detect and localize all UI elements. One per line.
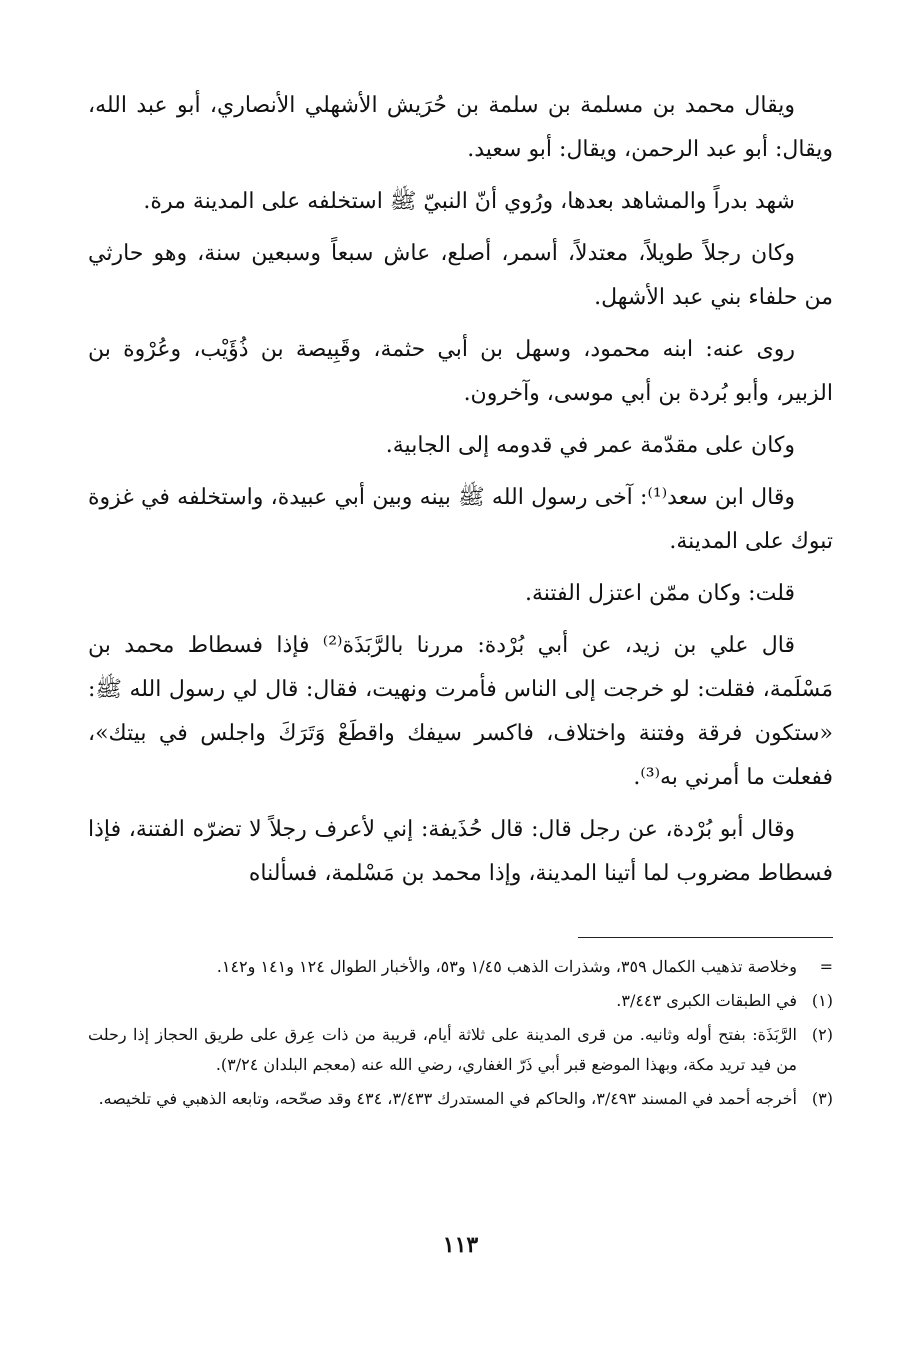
paragraph: روى عنه: ابنه محمود، وسهل بن أبي حثمة، وقَبِيصة بن ذُؤَيْب، وعُرْوة بن الزبير، وأبو بُردة بن أبي موسى، وآخرون. <box>88 337 833 406</box>
footnote-text: وخلاصة تذهيب الكمال ٣٥٩، وشذرات الذهب ١/٤٥ و٥٣، والأخبار الطوال ١٢٤ و١٤١ و١٤٢. <box>216 957 797 976</box>
paragraph: وكان على مقدّمة عمر في قدومه إلى الجابية. <box>385 433 795 458</box>
footnote <box>88 1084 833 1114</box>
footnote-marker: (٢) <box>811 1025 833 1044</box>
footnotes <box>88 952 833 1118</box>
footnote <box>88 952 833 982</box>
footnote-marker: = <box>819 957 833 976</box>
footnote <box>88 986 833 1016</box>
paragraph: ويقال محمد بن مسلمة بن سلمة بن حُرَيش الأشهلي الأنصاري، أبو عبد الله، ويقال: أبو عبد الرحمن، ويقال: أبو سعيد. <box>88 93 833 162</box>
footnote-marker: (٣) <box>811 1089 833 1108</box>
main-text <box>88 84 833 904</box>
footnote-text: أخرجه أحمد في المسند ٣/٤٩٣، والحاكم في المستدرك ٣/٤٣٣، ٤٣٤ وقد صحّحه، وتابعه الذهبي في تلخيصه. <box>98 1089 797 1108</box>
paragraph: شهد بدراً والمشاهد بعدها، ورُوي أنّ النبيّ ﷺ استخلفه على المدينة مرة. <box>143 189 795 214</box>
page-number: ١١٣ <box>442 1232 479 1258</box>
footnote-text: في الطبقات الكبرى ٣/٤٤٣. <box>616 991 797 1010</box>
footnote <box>88 1020 833 1080</box>
paragraph: قلت: وكان ممّن اعتزل الفتنة. <box>524 581 795 606</box>
footnote-divider <box>578 937 833 938</box>
paragraph: قال علي بن زيد، عن أبي بُرْدة: مررنا بالرَّبَذَة⁽²⁾ فإذا فسطاط محمد بن مَسْلَمة، فقلت: لو خرجت إلى الناس فأمرت ونهيت، فقال: قال لي رسول الله ﷺ: «ستكون فرقة وفتنة واختلاف، فاكسر سيفك واقطَعْ وَتَرَكَ واجلس في بيتك»، ففعلت ما أمرني به⁽³⁾. <box>88 633 833 790</box>
paragraph: وقال أبو بُرْدة، عن رجل قال: قال حُذَيفة: إني لأعرف رجلاً لا تضرّه الفتنة، فإذا فسطاط مضروب لما أتينا المدينة، وإذا محمد بن مَسْلمة، فسألناه <box>88 817 833 886</box>
footnote-marker: (١) <box>811 991 833 1010</box>
paragraph: وكان رجلاً طويلاً، معتدلاً، أسمر، أصلع، عاش سبعاً وسبعين سنة، وهو حارثي من حلفاء بني عبد الأشهل. <box>88 241 833 310</box>
paragraph: وقال ابن سعد⁽¹⁾: آخى رسول الله ﷺ بينه وبين أبي عبيدة، واستخلفه في غزوة تبوك على المدينة. <box>88 485 833 554</box>
footnote-text: الرَّبَذَة: بفتح أوله وثانيه. من قرى المدينة على ثلاثة أيام، قريبة من ذات عِرق على طريق الحجاز إذا رحلت من فيد تريد مكة، وبهذا الموضع قبر أبي ذَرّ الغفاري، رضي الله عنه (معجم البلدان ٣/٢٤). <box>88 1025 798 1074</box>
